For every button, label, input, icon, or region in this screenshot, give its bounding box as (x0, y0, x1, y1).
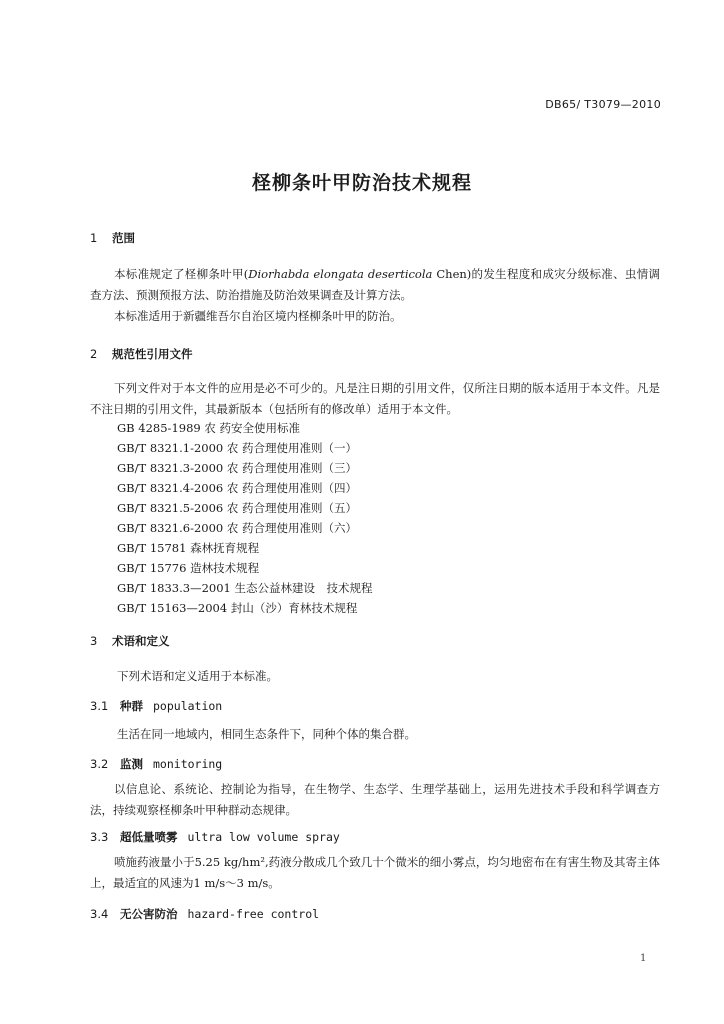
reference-item: GB/T 1833.3—2001 生态公益林建设 技术规程 (117, 581, 373, 595)
term-number: 3.2 (90, 757, 109, 771)
term-number: 3.4 (90, 907, 109, 921)
reference-item: GB/T 8321.5-2006 农 药合理使用准则（五） (117, 501, 358, 515)
term-heading-monitoring (90, 756, 222, 772)
standard-code: DB65/ T3079—2010 (545, 98, 661, 111)
scope-paragraph (90, 264, 660, 306)
term-heading-ulv-spray (90, 829, 340, 845)
term-zh: 超低量喷雾 (120, 830, 178, 844)
section-number: 3 (90, 634, 98, 648)
term-definition: 以信息论、系统论、控制论为指导，在生物学、生态学、生理学基础上，运用先进技术手段和科学调查方法，持续观察柽柳条叶甲种群动态规律。 (90, 782, 660, 817)
section-heading-scope (90, 230, 135, 246)
section-title: 术语和定义 (112, 634, 170, 648)
scope-applicability: 本标准适用于新疆维吾尔自治区境内柽柳条叶甲的防治。 (114, 309, 402, 323)
document-title: 柽柳条叶甲防治技术规程 (251, 172, 472, 194)
term-en: monitoring (153, 757, 223, 771)
term-zh: 种群 (120, 699, 143, 713)
reference-item: GB/T 15781 森林抚育规程 (117, 541, 260, 555)
section-heading-references (90, 346, 193, 362)
term-en: ultra low volume spray (187, 830, 340, 844)
term-zh: 监测 (120, 757, 143, 771)
text-run: 本标准规定了柽柳条叶甲( (114, 267, 249, 281)
term-en: hazard-free control (187, 907, 320, 921)
reference-item: GB 4285-1989 农 药安全使用标准 (117, 421, 301, 435)
reference-item: GB/T 8321.3-2000 农 药合理使用准则（三） (117, 461, 358, 475)
term-en: population (153, 699, 223, 713)
terms-intro: 下列术语和定义适用于本标准。 (117, 669, 278, 683)
text-run: Chen)的发生程度和成灾分级标准、虫情调查方法、预测预报方法、防治措施及防治效果调查及计算方法。 (90, 267, 660, 302)
term-number: 3.1 (90, 699, 109, 713)
references-intro: 下列文件对于本文件的应用是必不可少的。凡是注日期的引用文件，仅所注日期的版本适用于本文件。凡是不注日期的引用文件，其最新版本（包括所有的修改单）适用于本文件。 (90, 381, 660, 416)
section-number: 1 (90, 231, 98, 245)
section-heading-terms (90, 633, 170, 649)
section-title: 范围 (112, 231, 135, 245)
reference-item: GB/T 15163—2004 封山（沙）育林技术规程 (117, 601, 358, 615)
section-title: 规范性引用文件 (112, 347, 193, 361)
section-number: 2 (90, 347, 98, 361)
term-definition: 生活在同一地域内，相同生态条件下，同种个体的集合群。 (117, 727, 416, 741)
species-name: Diorhabda elongata deserticola (248, 267, 433, 281)
reference-item: GB/T 8321.6-2000 农 药合理使用准则（六） (117, 521, 358, 535)
term-number: 3.3 (90, 830, 109, 844)
reference-item: GB/T 8321.1-2000 农 药合理使用准则（一） (117, 441, 358, 455)
term-zh: 无公害防治 (120, 907, 178, 921)
reference-item: GB/T 8321.4-2006 农 药合理使用准则（四） (117, 481, 358, 495)
term-heading-hazard-free (90, 906, 319, 922)
page-number: 1 (640, 953, 647, 964)
term-definition: 喷施药液量小于5.25 kg/hm²,药液分散成几个致几十个微米的细小雾点，均匀地密布在有害生物及其寄主体上，最适宜的风速为1 m/s～3 m/s。 (90, 855, 660, 890)
term-heading-population (90, 698, 222, 714)
reference-item: GB/T 15776 造林技术规程 (117, 561, 260, 575)
